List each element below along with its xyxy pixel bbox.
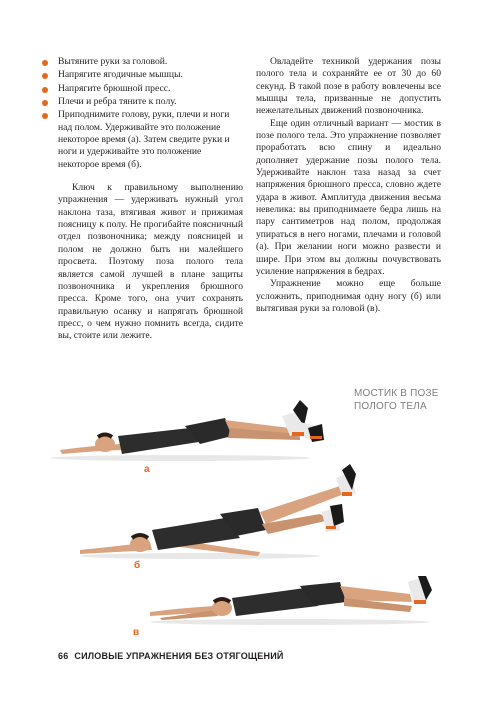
figure-label-a: а — [144, 464, 150, 475]
list-item: Приподнимите голову, руки, плечи и ноги над полом. Удерживайте это положение некоторое время (а). Затем сведите руки и ноги и удерживайте это положение некоторое время (б). — [58, 109, 243, 171]
running-title: СИЛОВЫЕ УПРАЖНЕНИЯ БЕЗ ОТЯГОЩЕНИЙ — [74, 651, 284, 661]
body-paragraph: Овладейте техникой удержания позы полого тела и сохраняйте ее от 30 до 60 секунд. В такой позе в работу вовлечены все мышцы тела, призванные не допустить нежелательных движений позвоночника. — [256, 56, 441, 117]
list-item: Напрягите ягодичные мышцы. — [58, 69, 243, 81]
figure-label-c: в — [133, 627, 140, 638]
bullet-icon — [42, 87, 48, 93]
exercise-photo-b — [0, 464, 482, 564]
list-item: Вытяните руки за головой. — [58, 56, 243, 68]
body-paragraph: Ключ к правильному выполнению упражнения — удерживать нужный угол наклона таза, втягивая живот и прижимая поясницу к полу. Не прогибайте поясничный отдел позвоночника; между поясницей и полом не должно быть ни малейшего просвета. Поэтому поза полого тела является самой лучшей в плане защиты позвоночника и укрепления брюшного пресса. Кроме того, она учит сохранять правильную осанку и напрягать брюшной пресс, о чем нужно помнить всегда, сидите вы, стоите или лежите. — [58, 182, 243, 342]
list-item: Плечи и ребра тяните к полу. — [58, 96, 243, 108]
page-footer — [58, 651, 284, 661]
exercise-photo-c — [0, 576, 482, 628]
figure-caption: МОСТИК В ПОЗЕ ПОЛОГО ТЕЛА — [354, 388, 439, 412]
page-number: 66 — [58, 651, 69, 661]
bullet-icon — [42, 73, 48, 79]
left-column — [58, 56, 243, 343]
bullet-icon — [42, 60, 48, 66]
exercise-photo-a — [0, 396, 482, 464]
body-paragraph: Еще один отличный вариант — мостик в позе полого тела. Это упражнение позволяет проработать всю спину и идеально дополняет удержание позы полого тела. Удерживайте наклон таза назад за счет напряжения брюшного пресса, словно ждете удара в живот. Амплитуда движения весьма невелика: вы приподнимаете бедра лишь на пару сантиметров над полом, продолжая упираться в него ногами, плечами и головой (а). При желании ноги можно развести и шире. При этом вы должны почувствовать усиление напряжения в бедрах. — [256, 117, 441, 277]
instruction-list — [58, 56, 243, 171]
bullet-icon — [42, 113, 48, 119]
bullet-icon — [42, 100, 48, 106]
body-paragraph: Упражнение можно еще больше усложнить, приподнимая одну ногу (б) или вытягивая руки за головой (в). — [256, 278, 441, 314]
list-item: Напрягите брюшной пресс. — [58, 83, 243, 95]
right-column — [256, 56, 441, 315]
figure-label-b: б — [134, 560, 141, 571]
